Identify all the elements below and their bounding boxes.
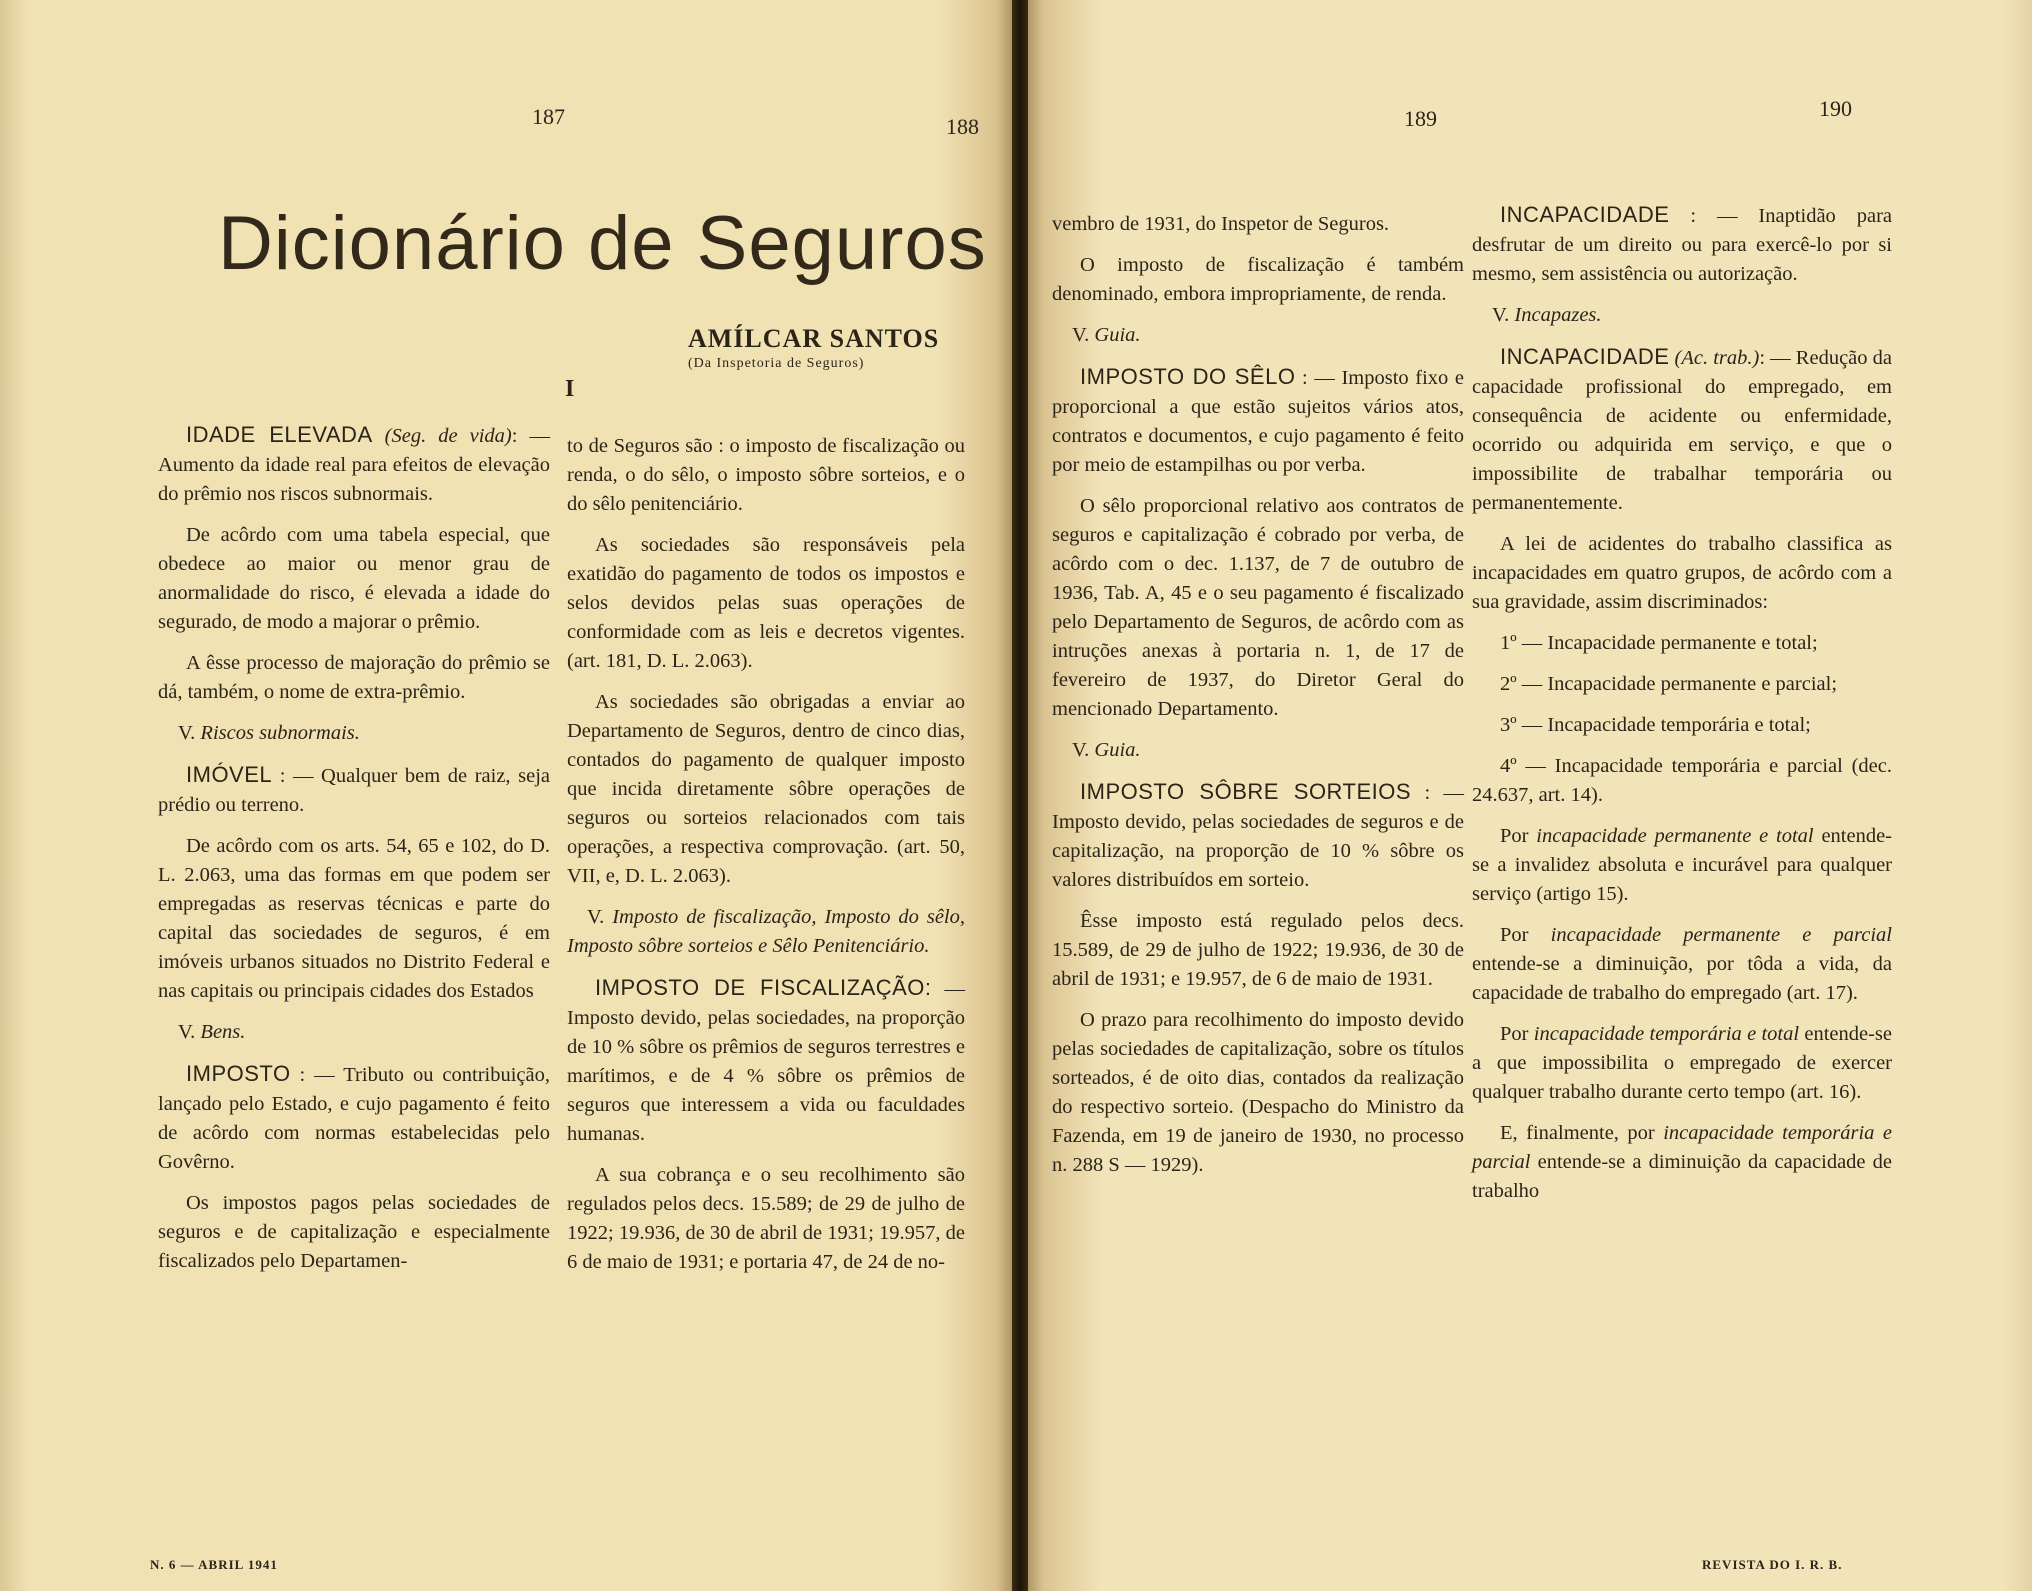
paragraph: vembro de 1931, do Inspetor de Seguros. [1052,213,1390,235]
entry-qualifier: (Seg. de vida) [384,425,512,447]
paragraph: Êsse imposto está regulado pelos decs. 15.589, de 29 de julho de 1922; 19.936, de 30 de abril de 1931; e 19.957, de 6 de maio de 1931. [1052,910,1464,990]
list-item: 1º — Incapacidade permanente e total; [1500,632,1818,654]
cross-reference: V. Guia. [1072,739,1141,761]
entry-text: : — Qualquer bem de raiz, seja prédio ou terreno. [158,765,550,816]
entry-qualifier: (Ac. trab.) [1674,347,1760,369]
entry-text: : — Redução da capacidade profissional do empregado, em consequência de acidente ou enfermidade, ocorrido ou adquirida em serviço, e que o impossibilite de trabalhar temporária ou permanentemente. [1472,347,1892,514]
paragraph: A êsse processo de majoração do prêmio se dá, também, o nome de extra-prêmio. [158,652,550,703]
list-item: 4º — Incapacidade temporária e parcial (dec. 24.637, art. 14). [1472,755,1892,806]
entry-heading: IMPOSTO DE FISCALIZAÇÃO: [595,975,932,1000]
entry-heading: INCAPACIDADE [1500,202,1670,227]
entry-imposto-sobre-sorteios [1052,777,1464,895]
entry-heading: IMPOSTO SÔBRE SORTEIOS [1080,779,1412,804]
list-item: 3º — Incapacidade temporária e total; [1500,714,1811,736]
author-name: AMÍLCAR SANTOS [688,324,940,353]
paragraph: As sociedades são responsáveis pela exatidão do pagamento de todos os impostos e selos devidos pelas suas operações de conformidade com as leis e decretos vigentes. (art. 181, D. L. 2.063). [567,534,965,672]
book-spine-gutter [1012,0,1028,1591]
entry-imposto-de-fiscalizacao [567,973,965,1149]
entry-text: : — Imposto fixo e proporcional a que estão sujeitos vários atos, contratos e documentos, e cujo pagamento é feito por meio de estampilhas ou por verba. [1052,367,1464,476]
page-number-190: 190 [1819,96,1852,121]
cross-reference: V. Incapazes. [1492,304,1602,326]
entry-heading: IMÓVEL [186,762,273,787]
entry-imovel [158,760,550,820]
footer-journal: REVISTA DO I. R. B. [1702,1557,1843,1572]
page-number-187: 187 [532,104,565,129]
entry-text: : — Tributo ou contribuição, lançado pelo Estado, e cujo pagamento é feito de acôrdo com normas estabelecidas pelo Govêrno. [158,1064,550,1173]
paragraph: E, finalmente, por incapacidade temporária e parcial entende-se a diminuição da capacidade de trabalho [1472,1122,1892,1202]
paragraph: Por incapacidade permanente e total entende-se a invalidez absoluta e incurável para qualquer serviço (artigo 15). [1472,825,1893,905]
entry-heading: INCAPACIDADE [1500,344,1670,369]
entry-incapacidade [1472,200,1892,289]
paragraph: O sêlo proporcional relativo aos contratos de seguros e capitalização é cobrado por verba, de acôrdo com o dec. 1.137, de 7 de outubro de 1936, Tab. A, 45 e o seu pagamento é fiscalizado pelo Departamento de Seguros, de acôrdo com as intruções anexas à portaria n. 1, de 17 de fevereiro de 1937, do Diretor Geral do mencionado Departamento. [1052,495,1464,720]
entry-heading: IMPOSTO DO SÊLO [1080,364,1296,389]
cross-reference: V. Imposto de fiscalização, Imposto do sêlo, Imposto sôbre sorteios e Sêlo Penitenciário. [567,906,965,957]
entry-heading: IDADE ELEVADA [186,422,373,447]
column-3 [1052,210,1464,1192]
right-page [1022,0,2032,1591]
column-2 [567,432,965,1289]
cross-reference: V. Riscos subnormais. [178,722,360,744]
entry-text: : — Inaptidão para desfrutar de um direito ou para exercê-lo por si mesmo, sem assistência ou autorização. [1472,205,1893,285]
entry-imposto [158,1059,550,1177]
paragraph: to de Seguros são : o imposto de fiscalização ou renda, o do sêlo, o imposto sôbre sorteios, e o do sêlo penitenciário. [567,435,965,515]
column-1 [158,420,550,1288]
paragraph: De acôrdo com os arts. 54, 65 e 102, do D. L. 2.063, uma das formas em que podem ser empregadas as reservas técnicas e parte do capital das sociedades de seguros, é em imóveis urbanos situados no Distrito Federal e nas capitais ou principais cidades dos Estados [158,835,550,1002]
column-4 [1472,200,1892,1218]
page-title: Dicionário de Seguros [218,201,987,286]
paragraph: O prazo para recolhimento do imposto devido pelas sociedades de capitalização, sobre os títulos sorteados, é de oito dias, contados da realização do respectivo sorteio. (Despacho do Ministro da Fazenda, em 19 de janeiro de 1930, no processo n. 288 S — 1929). [1052,1009,1464,1176]
entry-incapacidade-ac-trab [1472,342,1892,518]
cross-reference: V. Guia. [1072,324,1141,346]
entry-text: — Imposto devido, pelas sociedades, na proporção de 10 % sôbre os prêmios de seguros terrestres e marítimos, e de 4 % sôbre os prêmios de seguros que interessem a vida ou faculdades humanas. [567,978,966,1145]
paragraph: Por incapacidade permanente e parcial entende-se a diminuição, por tôda a vida, da capacidade de trabalho do empregado (art. 17). [1472,924,1892,1004]
paragraph: As sociedades são obrigadas a enviar ao Departamento de Seguros, dentro de cinco dias, contados do pagamento de qualquer imposto que incida diretamente sôbre operações de seguros ou sorteios relacionados com tais operações, a respectiva comprovação. (art. 50, VII, e, D. L. 2.063). [567,691,965,887]
entry-idade-elevada [158,420,550,509]
paragraph: A lei de acidentes do trabalho classifica as incapacidades em quatro grupos, de acôrdo com a sua gravidade, assim discriminados: [1472,533,1892,613]
list-item: 2º — Incapacidade permanente e parcial; [1500,673,1838,695]
paragraph: A sua cobrança e o seu recolhimento são regulados pelos decs. 15.589; de 29 de julho de 1922; 19.936, de 30 de abril de 1931; 19.957, de 6 de maio de 1931; e portaria 47, de 24 de no- [567,1164,965,1273]
paragraph: Os impostos pagos pelas sociedades de seguros e de capitalização e especialmente fiscalizados pelo Departamen- [158,1192,550,1272]
cross-reference: V. Bens. [178,1021,246,1043]
paragraph: De acôrdo com uma tabela especial, que obedece ao maior ou menor grau de anormalidade do risco, é elevada a idade do segurado, de modo a majorar o prêmio. [158,524,550,633]
footer-issue: N. 6 — ABRIL 1941 [150,1557,278,1572]
entry-text: : — Imposto devido, pelas sociedades de seguros e de capitalização, na proporção de 10 % sôbre os valores distribuídos em sorteio. [1052,782,1464,891]
entry-text: : — Aumento da idade real para efeitos de elevação do prêmio nos riscos subnormais. [158,425,550,505]
section-letter: I [565,376,575,402]
paragraph: Por incapacidade temporária e total entende-se a que impossibilita o empregado de exercer qualquer trabalho durante certo tempo (art. 16). [1472,1023,1892,1103]
page-number-188: 188 [946,114,979,139]
paragraph: O imposto de fiscalização é também denominado, embora impropriamente, de renda. [1052,254,1464,305]
entry-imposto-do-selo [1052,362,1464,480]
author-affiliation: (Da Inspetoria de Seguros) [688,356,865,371]
page-number-189: 189 [1404,106,1437,131]
entry-heading: IMPOSTO [186,1061,291,1086]
